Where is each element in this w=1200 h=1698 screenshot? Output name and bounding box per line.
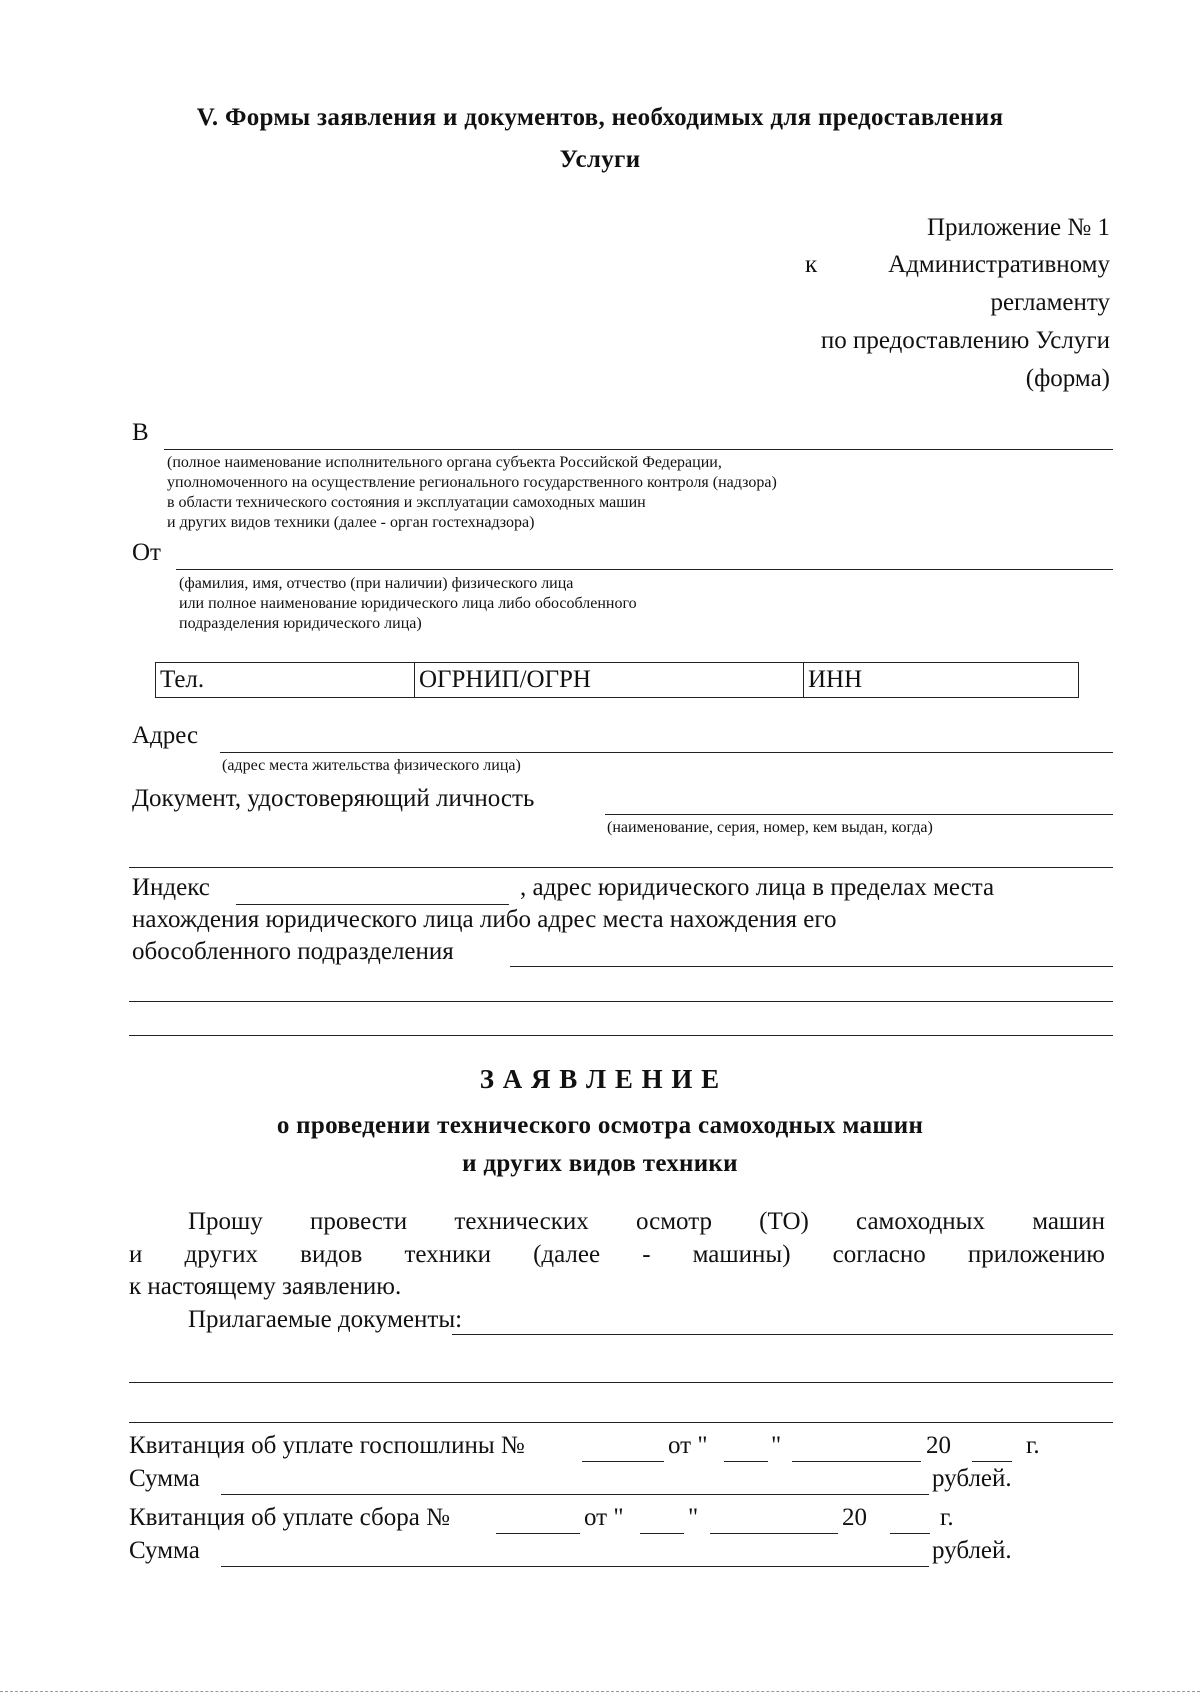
appendix-form-label: (форма) <box>1025 365 1110 392</box>
fee-receipt-year-field[interactable] <box>890 1533 930 1534</box>
duty-receipt-day-field[interactable] <box>724 1461 768 1462</box>
request-word: (далее <box>533 1241 601 1268</box>
from-hint-line: подразделения юридического лица) <box>179 615 422 632</box>
attached-docs-field-line3[interactable] <box>129 1422 1113 1423</box>
fee-receipt-from: от " <box>584 1504 624 1531</box>
identity-doc-field-line2[interactable] <box>129 867 1113 868</box>
request-word: технических <box>454 1208 589 1235</box>
duty-receipt-number-field[interactable] <box>582 1461 664 1462</box>
statement-subtitle-line1: о проведении технического осмотра самоходных машин <box>276 1112 924 1139</box>
to-authority-field[interactable] <box>164 449 1113 450</box>
legal-address-text2: нахождения юридического лица либо адрес места нахождения его <box>132 906 837 933</box>
fee-receipt-year-suffix: г. <box>940 1504 954 1531</box>
address-label: Адрес <box>132 722 199 749</box>
request-line3: к настоящему заявлению. <box>129 1273 402 1300</box>
fee-receipt-number-field[interactable] <box>496 1533 580 1534</box>
request-word: видов <box>300 1241 363 1268</box>
duty-receipt-label: Квитанция об уплате госпошлины № <box>129 1432 525 1459</box>
to-hint-line: (полное наименование исполнительного органа субъекта Российской Федерации, <box>167 454 722 471</box>
page-bottom-edge <box>0 1691 1200 1692</box>
duty-receipt-year-prefix: 20 <box>926 1432 951 1459</box>
legal-address-text3: обособленного подразделения <box>132 938 454 965</box>
attached-docs-label: Прилагаемые документы: <box>188 1306 463 1333</box>
from-applicant-hint <box>179 574 637 634</box>
fee-sum-field[interactable] <box>221 1566 929 1567</box>
fee-sum-label: Сумма <box>129 1537 200 1564</box>
fee-receipt-month-field[interactable] <box>710 1533 838 1534</box>
from-label: От <box>132 539 161 566</box>
from-applicant-field[interactable] <box>176 569 1113 570</box>
request-word: - <box>642 1241 651 1268</box>
appendix-k: к <box>805 251 818 278</box>
request-word: приложению <box>967 1241 1105 1268</box>
duty-receipt-month-field[interactable] <box>792 1461 921 1462</box>
identity-doc-label: Документ, удостоверяющий личность <box>132 785 535 812</box>
section-heading-line1: V. Формы заявления и документов, необходимых для предоставления <box>196 104 1004 131</box>
ogrn-cell[interactable] <box>415 663 804 698</box>
request-word: и <box>129 1241 143 1268</box>
statement-title: З А Я В Л Е Н И Е <box>479 1064 721 1094</box>
duty-sum-currency: рублей. <box>932 1465 1012 1492</box>
request-word: самоходных <box>856 1208 985 1235</box>
fee-sum-currency: рублей. <box>932 1537 1012 1564</box>
duty-sum-field[interactable] <box>221 1494 929 1495</box>
tel-label: Тел. <box>160 666 205 693</box>
legal-address-field[interactable] <box>510 966 1113 967</box>
request-word: Прошу <box>188 1208 263 1235</box>
fee-receipt-label: Квитанция об уплате сбора № <box>129 1504 450 1531</box>
request-line2 <box>129 1241 1105 1269</box>
request-word: осмотр <box>636 1208 712 1235</box>
to-hint-line: в области технического состояния и эксплуатации самоходных машин <box>167 494 646 511</box>
ogrn-label: ОГРНИП/ОГРН <box>419 666 591 693</box>
tel-cell[interactable] <box>156 663 415 698</box>
identity-doc-field[interactable] <box>605 814 1113 815</box>
legal-address-text1: , адрес юридического лица в пределах места <box>520 874 995 901</box>
appendix-service: по предоставлению Услуги <box>820 327 1110 354</box>
legal-address-field-line2[interactable] <box>129 1001 1113 1002</box>
duty-sum-label: Сумма <box>129 1465 200 1492</box>
duty-receipt-year-field[interactable] <box>972 1461 1012 1462</box>
index-field[interactable] <box>236 904 509 905</box>
duty-receipt-year-suffix: г. <box>1026 1432 1040 1459</box>
attached-docs-field[interactable] <box>452 1334 1113 1335</box>
identity-doc-hint: (наименование, серия, номер, кем выдан, когда) <box>607 819 933 836</box>
section-heading-line2: Услуги <box>559 146 641 173</box>
request-word: других <box>184 1241 259 1268</box>
address-field[interactable] <box>220 752 1113 753</box>
to-authority-hint <box>167 453 777 533</box>
duty-receipt-quote: " <box>771 1432 782 1459</box>
appendix-number: Приложение № 1 <box>926 214 1110 241</box>
to-hint-line: уполномоченного на осуществление регионального государственного контроля (надзора) <box>167 474 777 491</box>
contact-table <box>155 662 1079 698</box>
attached-docs-field-line2[interactable] <box>129 1382 1113 1383</box>
inn-label: ИНН <box>808 666 863 693</box>
request-word: техники <box>404 1241 491 1268</box>
request-line1 <box>188 1208 1105 1236</box>
statement-subtitle-line2: и других видов техники <box>462 1150 738 1177</box>
to-label: В <box>132 419 149 446</box>
request-word: машины) <box>692 1241 791 1268</box>
to-hint-line: и других видов техники (далее - орган гостехнадзора) <box>167 514 535 531</box>
request-word: согласно <box>832 1241 926 1268</box>
fee-receipt-year-prefix: 20 <box>842 1504 867 1531</box>
from-hint-line: (фамилия, имя, отчество (при наличии) физического лица <box>179 575 574 592</box>
index-label: Индекс <box>132 874 210 901</box>
duty-receipt-from: от " <box>668 1432 708 1459</box>
from-hint-line: или полное наименование юридического лица либо обособленного <box>179 595 637 612</box>
fee-receipt-day-field[interactable] <box>640 1533 684 1534</box>
legal-address-field-line3[interactable] <box>129 1035 1113 1036</box>
request-word: машин <box>1032 1208 1105 1235</box>
address-hint: (адрес места жительства физического лица) <box>222 757 521 774</box>
appendix-regulation: регламенту <box>990 289 1110 316</box>
fee-receipt-quote: " <box>688 1504 699 1531</box>
appendix-administrative: Административному <box>888 251 1110 278</box>
request-word: провести <box>310 1208 408 1235</box>
inn-cell[interactable] <box>804 663 1079 698</box>
request-word: (ТО) <box>759 1208 809 1235</box>
